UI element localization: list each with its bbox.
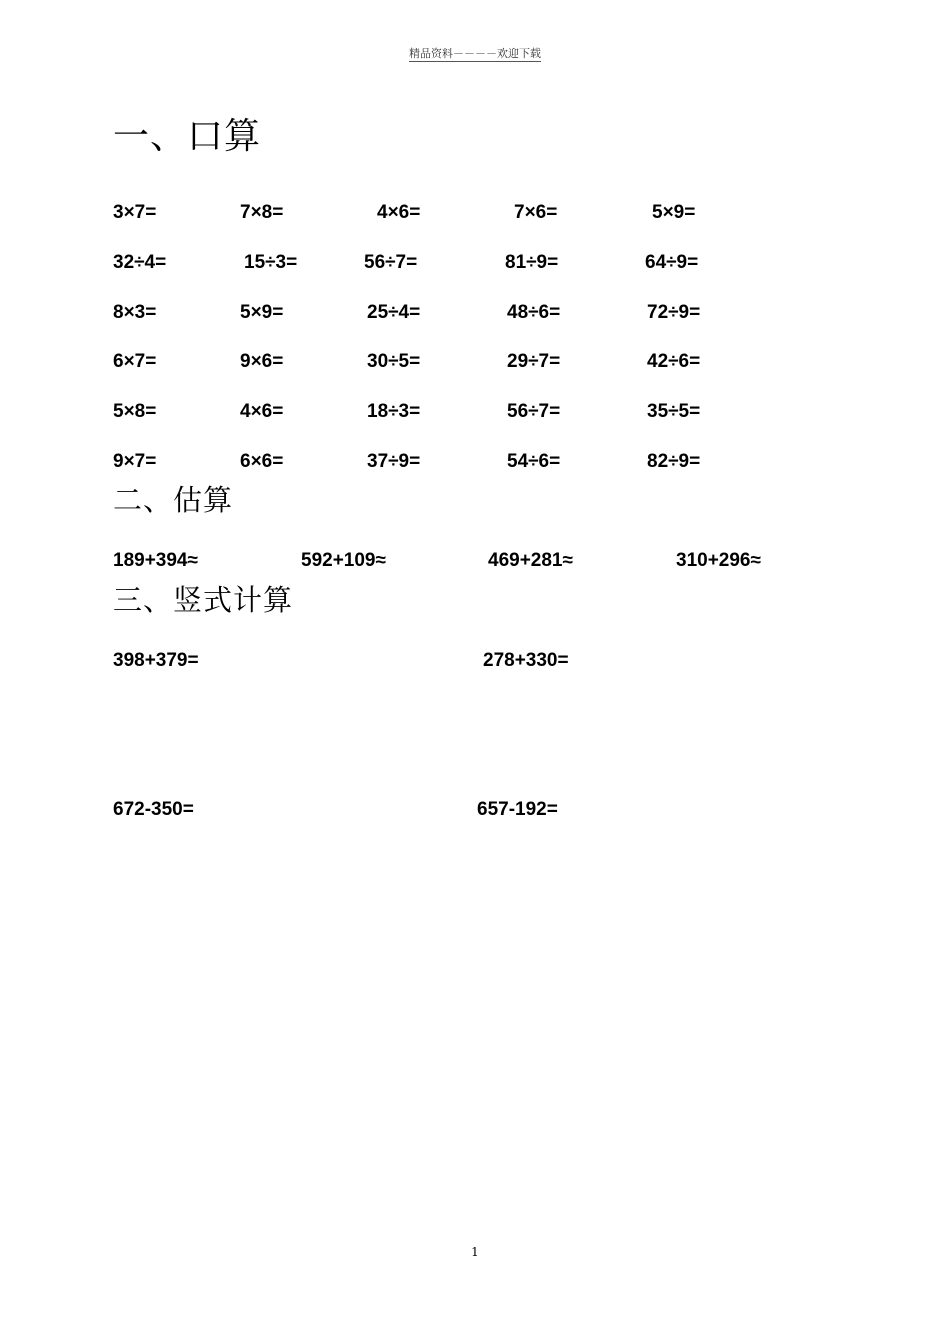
oral-problem: 81÷9=: [505, 252, 559, 273]
oral-problem: 56÷7=: [364, 252, 418, 273]
oral-problem: 9×7=: [113, 451, 157, 472]
section-title-estimate: 二、估算: [113, 483, 234, 517]
estimate-problem: 310+296≈: [676, 550, 761, 571]
oral-problem: 15÷3=: [244, 252, 298, 273]
oral-problem: 3×7=: [113, 202, 157, 223]
oral-problem: 54÷6=: [507, 451, 561, 472]
oral-problem: 29÷7=: [507, 351, 561, 372]
vertical-problem: 657-192=: [477, 799, 558, 820]
oral-problem: 25÷4=: [367, 302, 421, 323]
estimate-problem: 592+109≈: [301, 550, 386, 571]
page-number: 1: [471, 1245, 479, 1259]
oral-problem: 5×9=: [240, 302, 284, 323]
vertical-problem: 278+330=: [483, 650, 569, 671]
oral-problem: 48÷6=: [507, 302, 561, 323]
oral-problem: 18÷3=: [367, 401, 421, 422]
oral-problem: 72÷9=: [647, 302, 701, 323]
vertical-problem: 398+379=: [113, 650, 199, 671]
section-title-vertical: 三、竖式计算: [113, 583, 294, 617]
oral-problem: 32÷4=: [113, 252, 167, 273]
estimate-problem: 469+281≈: [488, 550, 573, 571]
oral-problem: 56÷7=: [507, 401, 561, 422]
oral-problem: 4×6=: [240, 401, 284, 422]
oral-problem: 4×6=: [377, 202, 421, 223]
oral-problem: 6×6=: [240, 451, 284, 472]
vertical-problem: 672-350=: [113, 799, 194, 820]
oral-problem: 7×6=: [514, 202, 558, 223]
oral-problem: 37÷9=: [367, 451, 421, 472]
estimate-problem: 189+394≈: [113, 550, 198, 571]
oral-problem: 30÷5=: [367, 351, 421, 372]
oral-problem: 6×7=: [113, 351, 157, 372]
oral-problem: 82÷9=: [647, 451, 701, 472]
oral-problem: 64÷9=: [645, 252, 699, 273]
oral-problem: 5×8=: [113, 401, 157, 422]
oral-problem: 9×6=: [240, 351, 284, 372]
section-title-oral: 一、口算: [113, 116, 262, 157]
page-header: 精品资料－－－－欢迎下载: [409, 47, 541, 60]
oral-problem: 35÷5=: [647, 401, 701, 422]
oral-problem: 8×3=: [113, 302, 157, 323]
oral-problem: 5×9=: [652, 202, 696, 223]
oral-problem: 7×8=: [240, 202, 284, 223]
oral-problem: 42÷6=: [647, 351, 701, 372]
